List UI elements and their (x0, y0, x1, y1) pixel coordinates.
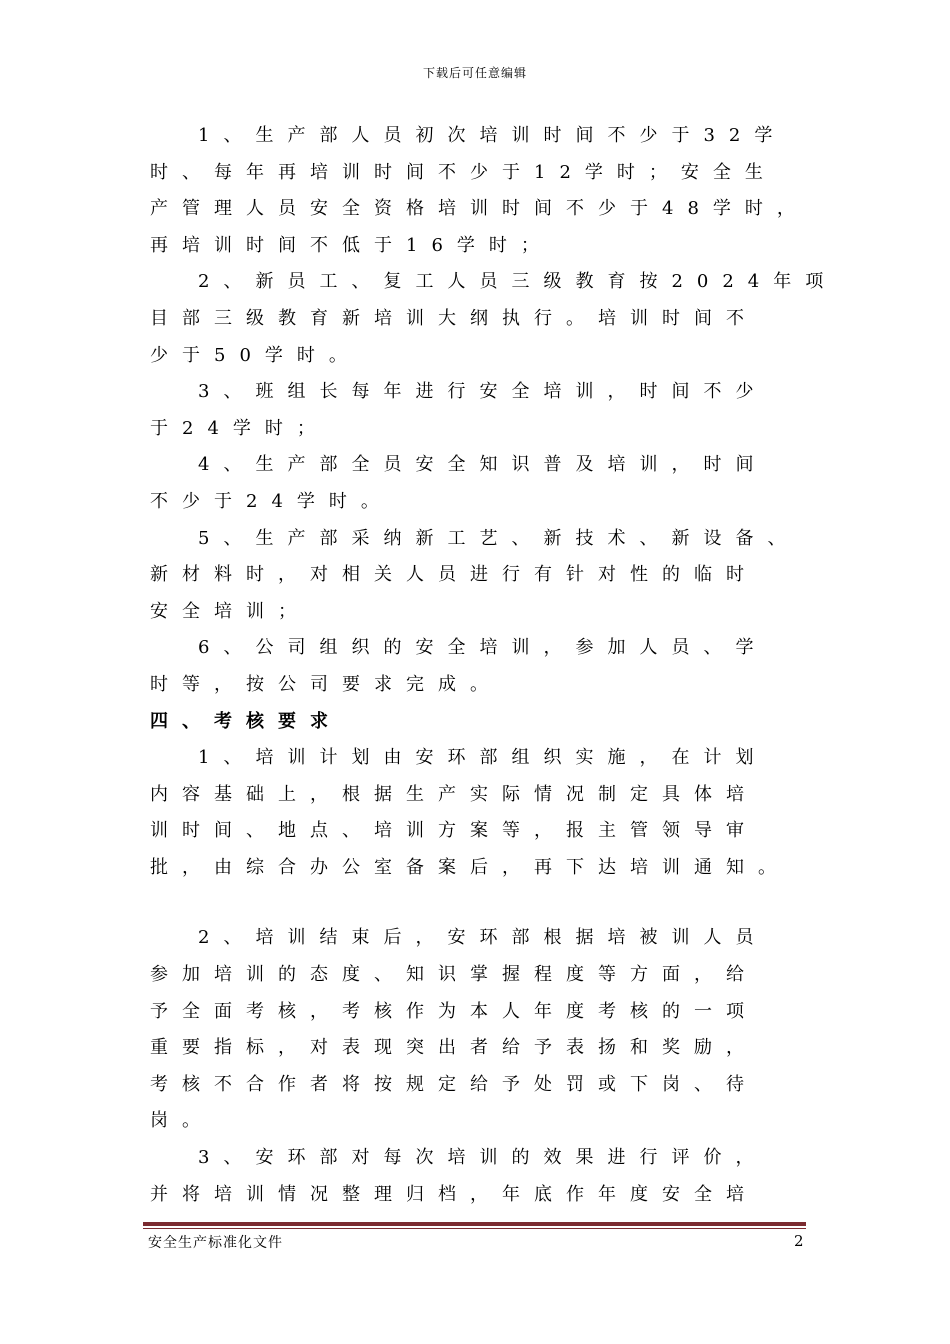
paragraph-line: 安全培训； (150, 600, 310, 622)
paragraph-line: 1、培训计划由安环部组织实施，在计划 (198, 747, 768, 769)
paragraph-line: 1、生产部人员初次培训时间不少于32学 (198, 125, 787, 146)
paragraph-line: 不少于24学时。 (150, 490, 393, 512)
paragraph-line: 3、班组长每年进行安全培训，时间不少 (198, 381, 768, 403)
paragraph-line: 4、生产部全员安全知识普及培训，时间 (198, 454, 768, 476)
paragraph-line: 目部三级教育新培训大纲执行。培训时间不 (150, 307, 758, 329)
paragraph-line: 5、生产部采纳新工艺、新技术、新设备、 (198, 527, 800, 549)
paragraph-line: 训时间、地点、培训方案等，报主管领导审 (150, 820, 758, 842)
paragraph-line: 2、培训结束后，安环部根据培被训人员 (198, 927, 768, 949)
page-header: 下载后可任意编辑 (422, 66, 527, 80)
footer-title: 安全生产标准化文件 (148, 1235, 283, 1251)
paragraph-line: 2、新员工、复工人员三级教育按2024年项 (198, 271, 838, 293)
paragraph-line: 3、安环部对每次培训的效果进行评价， (198, 1147, 768, 1169)
footer-rule-thick (143, 1222, 806, 1226)
paragraph-line: 时等，按公司要求完成。 (150, 673, 502, 695)
paragraph-line: 重要指标，对表现突出者给予表扬和奖励， (150, 1037, 758, 1059)
paragraph-line: 产管理人员安全资格培训时间不少于48学时， (150, 198, 809, 220)
paragraph-line: 6、公司组织的安全培训，参加人员、学 (198, 637, 768, 659)
paragraph-line: 于24学时； (150, 417, 329, 439)
paragraph-line: 批，由综合办公室备案后，再下达培训通知。 (150, 856, 790, 878)
paragraph-line: 内容基础上，根据生产实际情况制定具体培 (150, 783, 758, 805)
paragraph-line: 参加培训的态度、知识掌握程度等方面，给 (150, 964, 758, 986)
paragraph-line: 少于50学时。 (150, 344, 361, 366)
document-body (150, 118, 838, 1213)
paragraph-line: 新材料时，对相关人员进行有针对性的临时 (150, 564, 758, 586)
paragraph-line: 时、每年再培训时间不少于12学时；安全生 (150, 161, 777, 183)
paragraph-line: 岗。 (150, 1110, 214, 1132)
section-heading: 四、考核要求 (150, 710, 342, 732)
page-number: 2 (794, 1232, 804, 1250)
paragraph-line: 再培训时间不低于16学时； (150, 234, 553, 256)
paragraph-line: 考核不合作者将按规定给予处罚或下岗、待 (150, 1073, 758, 1095)
paragraph-line: 并将培训情况整理归档，年底作年度安全培 (150, 1183, 758, 1205)
footer-rule-thin (143, 1228, 806, 1229)
blank-line (150, 886, 810, 920)
paragraph-line: 予全面考核，考核作为本人年度考核的一项 (150, 1000, 758, 1022)
